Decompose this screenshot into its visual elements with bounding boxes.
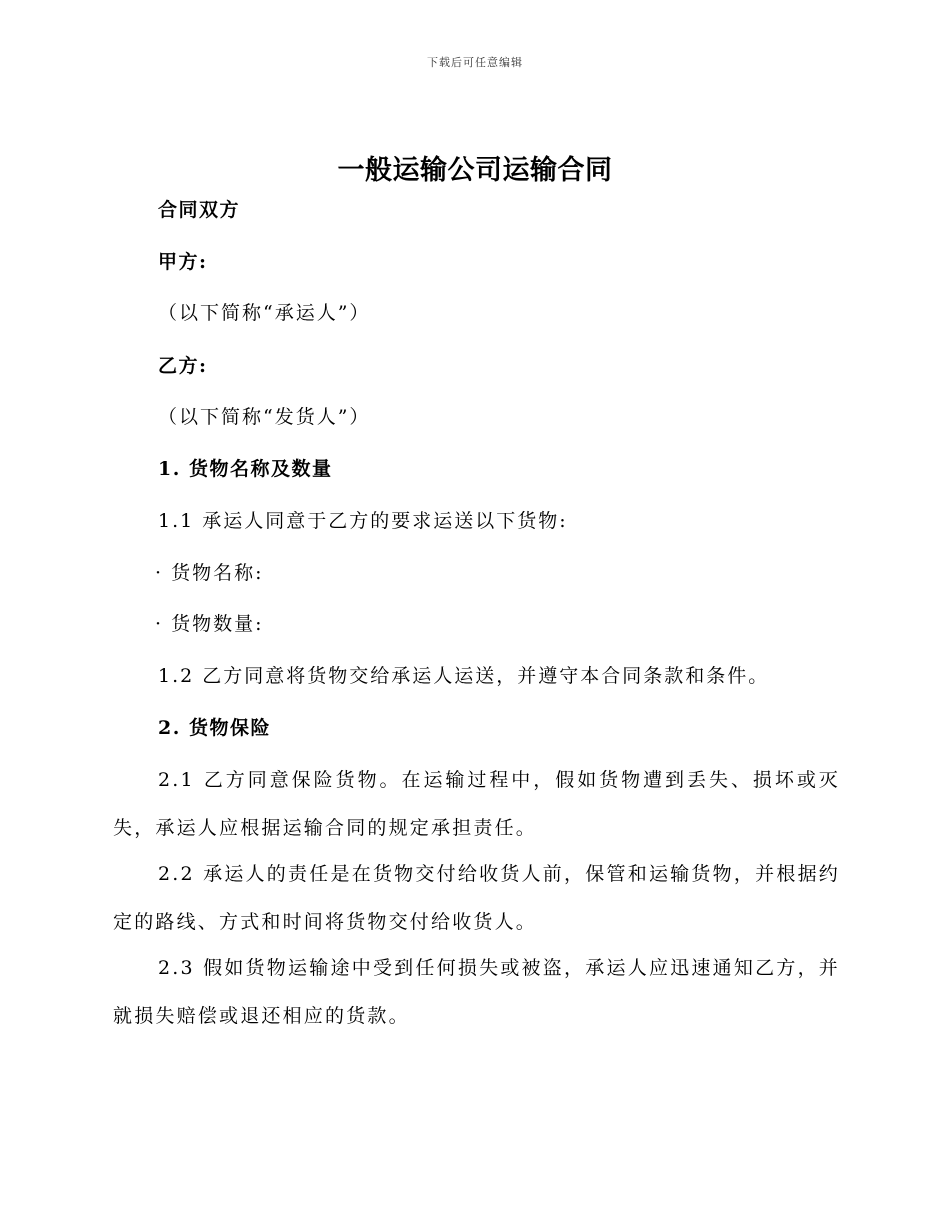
document-title: 一般运输公司运输合同	[337, 155, 613, 186]
header-note: 下载后可任意编辑	[427, 56, 523, 69]
section-1-heading: 1. 货物名称及数量	[158, 458, 333, 480]
clause-2-3: 2.3 假如货物运输途中受到任何损失或被盗，承运人应迅速通知乙方，并就损失赔偿或退还相应的货款。	[113, 957, 840, 1027]
clause-1-1: 1.1 承运人同意于乙方的要求运送以下货物:	[158, 510, 568, 532]
goods-quantity-item: · 货物数量:	[155, 613, 264, 635]
party-a-label: 甲方:	[158, 251, 208, 273]
goods-name-item: · 货物名称:	[155, 562, 264, 584]
section-2-heading: 2. 货物保险	[158, 717, 271, 739]
party-a-alias: （以下简称“承运人”）	[158, 302, 371, 324]
party-b-label: 乙方:	[158, 355, 208, 377]
clause-1-2: 1.2 乙方同意将货物交给承运人运送，并遵守本合同条款和条件。	[158, 665, 770, 687]
clause-2-2: 2.2 承运人的责任是在货物交付给收货人前，保管和运输货物，并根据约定的路线、方式和时间将货物交付给收货人。	[113, 863, 840, 933]
party-b-alias: （以下简称“发货人”）	[158, 406, 371, 428]
clause-2-1: 2.1 乙方同意保险货物。在运输过程中，假如货物遭到丢失、损坏或灭失，承运人应根据运输合同的规定承担责任。	[113, 769, 840, 839]
parties-heading: 合同双方	[158, 199, 241, 221]
